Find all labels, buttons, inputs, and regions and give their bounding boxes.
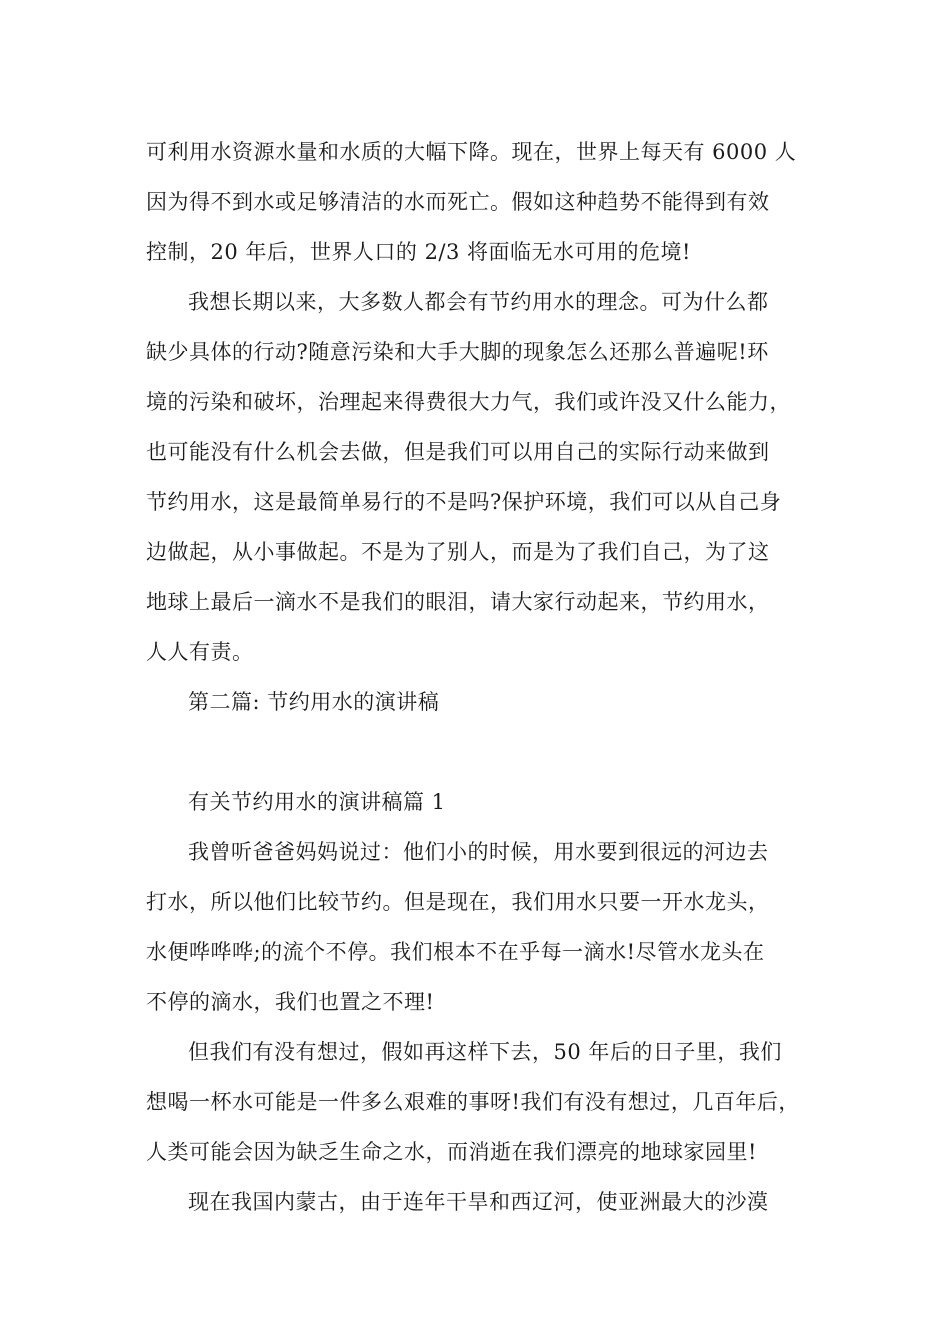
subsection-heading: 有关节约用水的演讲稿篇 1 [188,790,446,814]
text-line: 不停的滴水，我们也置之不理! [146,990,435,1014]
text-line: 但我们有没有想过，假如再这样下去，50 年后的日子里，我们 [188,1040,782,1064]
text-line: 缺少具体的行动?随意污染和大手大脚的现象怎么还那么普遍呢!环 [146,340,769,364]
text-line: 我想长期以来，大多数人都会有节约用水的理念。可为什么都 [188,290,769,314]
text-line: 控制，20 年后，世界人口的 2/3 将面临无水可用的危境! [146,240,691,264]
text-line: 可利用水资源水量和水质的大幅下降。现在，世界上每天有 6000 人 [146,140,797,164]
text-line: 地球上最后一滴水不是我们的眼泪，请大家行动起来，节约用水， [146,590,770,614]
text-line: 打水，所以他们比较节约。但是现在，我们用水只要一开水龙头， [146,890,770,914]
text-line: 边做起，从小事做起。不是为了别人，而是为了我们自己，为了这 [146,540,770,564]
text-line: 现在我国内蒙古，由于连年干旱和西辽河，使亚洲最大的沙漠 [188,1190,769,1214]
text-line: 人人有责。 [146,640,254,664]
text-line: 人类可能会因为缺乏生命之水，而消逝在我们漂亮的地球家园里! [146,1140,757,1164]
text-line: 也可能没有什么机会去做，但是我们可以用自己的实际行动来做到 [146,440,770,464]
text-line: 节约用水，这是最简单易行的不是吗?保护环境，我们可以从自己身 [146,490,782,514]
text-line: 想喝一杯水可能是一件多么艰难的事呀!我们有没有想过，几百年后， [146,1090,800,1114]
text-line: 水便哗哗哗;的流个不停。我们根本不在乎每一滴水!尽管水龙头在 [146,940,765,964]
text-line: 我曾听爸爸妈妈说过：他们小的时候，用水要到很远的河边去 [188,840,769,864]
section-heading: 第二篇: 节约用水的演讲稿 [188,690,440,714]
text-line: 境的污染和破坏，治理起来得费很大力气，我们或许没又什么能力， [146,390,791,414]
text-line: 因为得不到水或足够清洁的水而死亡。假如这种趋势不能得到有效 [146,190,770,214]
